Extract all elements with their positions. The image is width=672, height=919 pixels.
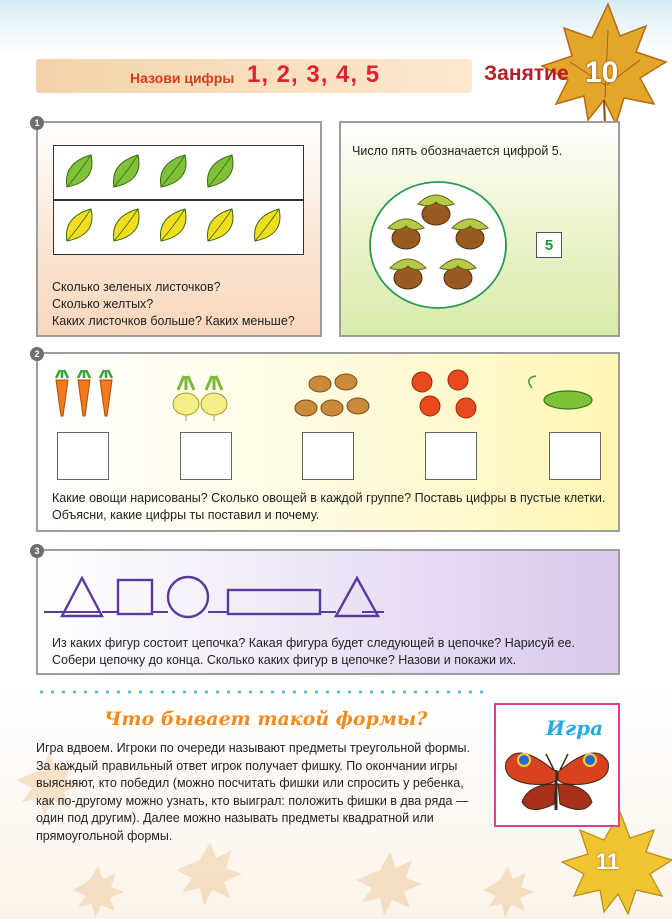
task1-side-text: Число пять обозначается цифрой 5. [352,144,563,158]
yellow-leaf-icon [67,209,93,241]
game-text: Игра вдвоем. Игроки по очереди называют предметы треугольной формы. За каждый правильный ответ игрок получает фишку. По окончании игры выясняют, кто победил (можно посчитать фишки или спросить у ребенка, как по-другому можно узнать, кто выиграл: положить фишки в два ряда — один под другим). Далее можно называть предметы квадратной или прямоугольной формы. [36,741,470,843]
leaf-rows [53,145,304,255]
chain-triangle-1 [62,578,102,616]
chain-square [118,580,152,614]
answer-box-1[interactable] [57,432,109,480]
task3-badge: 3 [30,544,44,558]
page-number: 11 [596,849,620,874]
green-leaf-icon [161,155,187,187]
header-title: Назови цифры [130,70,235,86]
task2-text-2: Объясни, какие цифры ты поставил и почему. [52,508,320,522]
task3-text-1: Из каких фигур состоит цепочка? Какая фигура будет следующей в цепочке? Нарисуй ее. [52,636,575,650]
game-card-title: Игра [546,716,604,740]
lesson-number: 10 [585,56,619,89]
green-leaf-icon [208,155,234,187]
answer-box-5[interactable] [549,432,601,480]
task2-text-1: Какие овощи нарисованы? Сколько овощей в каждой группе? Поставь цифры в пустые клетки. [52,491,606,505]
green-leaf-icon [67,155,93,187]
chain-rectangle [228,590,320,614]
butterfly-icon [500,740,614,820]
game-heading: Что бывает такой формы? [104,708,428,730]
potato-icon [295,374,369,416]
green-leaf-icon [114,155,140,187]
tomato-icon [412,370,476,418]
shape-chain [44,568,384,624]
answer-box-2[interactable] [180,432,232,480]
task3-text-2: Собери цепочку до конца. Сколько каких фигур в цепочке? Назови и покажи их. [52,653,517,667]
task1-question-2: Сколько желтых? [52,297,154,311]
task1-question-1: Сколько зеленых листочков? [52,280,221,294]
answer-box-4[interactable] [425,432,477,480]
carrot-icon [56,370,112,416]
turnip-icon [173,376,227,421]
cucumber-icon [529,376,592,409]
chain-circle [168,577,208,617]
yellow-leaf-icon [114,209,140,241]
task2-badge: 2 [30,347,44,361]
vegetable-groups [48,368,608,424]
yellow-leaf-icon [255,209,281,241]
task1-question-3: Каких листочков больше? Каких меньше? [52,314,295,328]
task1-badge: 1 [30,116,44,130]
yellow-leaf-icon [208,209,234,241]
digit-box: 5 [536,232,562,258]
dotted-divider [36,690,488,694]
header-digits: 1, 2, 3, 4, 5 [247,61,381,88]
hazelnut-circle [366,178,510,312]
answer-box-3[interactable] [302,432,354,480]
lesson-label: Занятие [484,62,569,85]
yellow-leaf-icon [161,209,187,241]
chain-triangle-2 [336,578,378,616]
